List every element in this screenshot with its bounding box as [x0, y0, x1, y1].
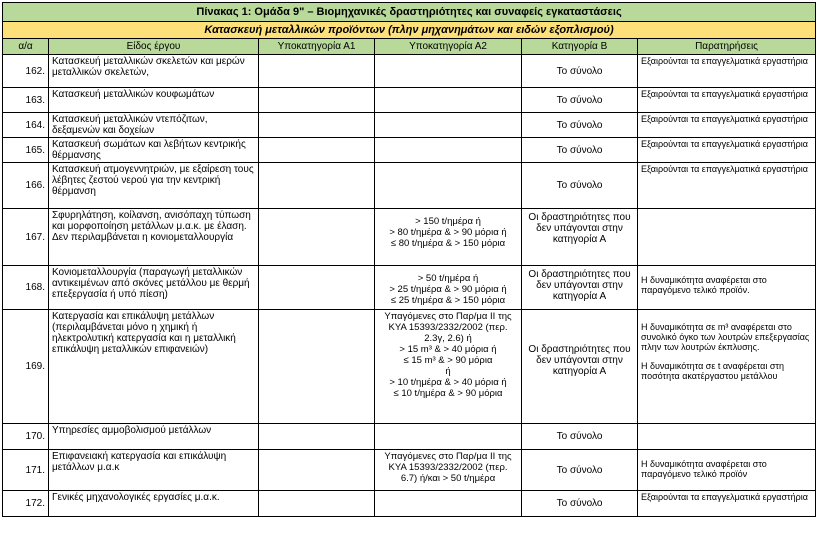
note-paragraph: Εξαιρούνται τα επαγγελματικά εργαστήρια: [641, 114, 808, 124]
notes-cell: [638, 138, 816, 163]
subcategory-a2-cell: [375, 266, 522, 310]
category-b-cell: Το σύνολο: [522, 88, 638, 113]
category-b-cell: Οι δραστηριότητες που δεν υπάγονται στην κατηγορία Α: [522, 209, 638, 266]
project-type-cell: Κατεργασία και επικάλυψη μετάλλων (περιλαμβάνεται μόνο η χημική ή ηλεκτρολυτική κατεργασία και η μεταλλική επικάλυψη μεταλλικών επιφανειών): [49, 310, 259, 424]
note-paragraph: Εξαιρούνται τα επαγγελματικά εργαστήρια: [641, 56, 808, 66]
project-type-cell: Κονιομεταλλουργία (παραγωγή μεταλλικών αντικειμένων από σκόνες μετάλλου με θερμή επεξεργασία ή υπό πίεση): [49, 266, 259, 310]
column-header-project-type: Είδος έργου: [49, 39, 259, 55]
table-row: [3, 55, 816, 88]
row-number: 166.: [3, 163, 49, 209]
note-paragraph: Η δυναμικότητα αναφέρεται στο παραγόμενο τελικό προϊόν: [641, 459, 767, 479]
project-type-cell: Κατασκευή ατμογεννητριών, με εξαίρεση τους λέβητες ζεστού νερού για την κεντρική θέρμανση: [49, 163, 259, 209]
project-type-cell: Κατασκευή μεταλλικών κουφωμάτων: [49, 88, 259, 113]
note-paragraph: Η δυναμικότητα αναφέρεται στο παραγόμενο τελικό προϊόν.: [641, 275, 767, 295]
category-b-cell: Το σύνολο: [522, 424, 638, 450]
project-type-cell: Κατασκευή σωμάτων και λεβήτων κεντρικής θέρμανσης: [49, 138, 259, 163]
project-type-cell: Υπηρεσίες αμμοβολισμού μετάλλων: [49, 424, 259, 450]
threshold-line: ≤ 25 t/ημέρα & > 150 μόρια: [390, 295, 506, 306]
row-number: 163.: [3, 88, 49, 113]
table-row: [3, 209, 816, 266]
row-number: 167.: [3, 209, 49, 266]
subcategory-a1-cell: [259, 55, 375, 88]
threshold-line: ΚΥΑ 15393/2332/2002 (περ.: [388, 462, 508, 473]
subcategory-a1-cell: [259, 88, 375, 113]
column-header-category-b: Κατηγορία Β: [522, 39, 638, 55]
table-row: [3, 163, 816, 209]
row-number: 171.: [3, 450, 49, 491]
threshold-line: Υπαγόμενες στο Παρ/μα ΙΙ της: [384, 311, 512, 322]
column-header-subcategory-a1: Υποκατηγορία Α1: [259, 39, 375, 55]
project-type-cell: Επιφανειακή κατεργασία και επικάλυψη μετάλλων μ.α.κ: [49, 450, 259, 491]
note-paragraph: Η δυναμικότητα σε t αναφέρεται στη ποσότητα ακατέργαστου μετάλλου: [641, 361, 784, 381]
row-number: 165.: [3, 138, 49, 163]
threshold-line: 2.3γ, 2.6) ή: [424, 333, 472, 344]
table-row: [3, 266, 816, 310]
column-header-aa: α/α: [3, 39, 49, 55]
threshold-line: > 150 t/ημέρα ή: [415, 216, 481, 227]
category-b-cell: Το σύνολο: [522, 55, 638, 88]
notes-cell: [638, 163, 816, 209]
row-number: 172.: [3, 491, 49, 517]
subcategory-a2-cell: [375, 55, 522, 88]
subcategory-a2-cell: [375, 424, 522, 450]
threshold-line: > 25 t/ημέρα & > 90 μόρια ή: [389, 284, 507, 295]
subcategory-a1-cell: [259, 113, 375, 138]
note-paragraph: Εξαιρούνται τα επαγγελματικά εργαστήρια: [641, 164, 808, 174]
table-row: [3, 491, 816, 517]
notes-cell: [638, 113, 816, 138]
threshold-line: ΚΥΑ 15393/2332/2002 (περ.: [388, 322, 508, 333]
threshold-line: 6.7) ή/και > 50 t/ημέρα: [400, 473, 496, 484]
table-subtitle: Κατασκευή μεταλλικών προϊόντων (πλην μηχανημάτων και ειδών εξοπλισμού): [3, 22, 816, 39]
subcategory-a1-cell: [259, 209, 375, 266]
row-number: 164.: [3, 113, 49, 138]
category-b-cell: Οι δραστηριότητες που δεν υπάγονται στην κατηγορία Α: [522, 310, 638, 424]
notes-cell: [638, 310, 816, 424]
notes-cell: [638, 55, 816, 88]
category-b-cell: Το σύνολο: [522, 113, 638, 138]
category-b-cell: Το σύνολο: [522, 450, 638, 491]
row-number: 162.: [3, 55, 49, 88]
project-type-cell: Κατασκευή μεταλλικών ντεπόζιτων, δεξαμενών και δοχείων: [49, 113, 259, 138]
table-row: [3, 450, 816, 491]
threshold-line: ή: [445, 366, 451, 377]
row-number: 168.: [3, 266, 49, 310]
project-type-cell: Σφυρηλάτηση, κοίλανση, ανισόπαχη τύπωση και μορφοποίηση μετάλλων μ.α.κ. με έλαση. Δεν περιλαμβάνεται η κονιομεταλλουργία: [49, 209, 259, 266]
threshold-line: ≤ 15 m³ & > 90 μόρια: [403, 355, 493, 366]
subcategory-a2-cell: [375, 163, 522, 209]
subcategory-a1-cell: [259, 450, 375, 491]
table-title: Πίνακας 1: Ομάδα 9" – Βιομηχανικές δραστηριότητες και συναφείς εγκαταστάσεις: [3, 3, 816, 22]
notes-cell: [638, 209, 816, 266]
note-paragraph: Εξαιρούνται τα επαγγελματικά εργαστήρια: [641, 139, 808, 149]
note-paragraph: Εξαιρούνται τα επαγγελματικά εργαστήρια: [641, 89, 808, 99]
project-type-cell: Γενικές μηχανολογικές εργασίες μ.α.κ.: [49, 491, 259, 517]
subcategory-a1-cell: [259, 163, 375, 209]
notes-cell: [638, 450, 816, 491]
note-paragraph: Η δυναμικότητα σε m³ αναφέρεται στο συνολικό όγκο των λουτρών επεξεργασίας πλην των λουτρών έκπλυσης.: [641, 322, 810, 352]
subcategory-a2-cell: [375, 138, 522, 163]
threshold-line: ≤ 80 t/ημέρα & > 150 μόρια: [390, 238, 506, 249]
subcategory-a2-cell: [375, 491, 522, 517]
threshold-line: > 80 t/ημέρα & > 90 μόρια ή: [389, 227, 507, 238]
subcategory-a1-cell: [259, 424, 375, 450]
subcategory-a1-cell: [259, 491, 375, 517]
threshold-line: > 10 t/ημέρα & > 40 μόρια ή: [389, 377, 507, 388]
subcategory-a2-cell: [375, 113, 522, 138]
row-number: 169.: [3, 310, 49, 424]
category-b-cell: Οι δραστηριότητες που δεν υπάγονται στην κατηγορία Α: [522, 266, 638, 310]
project-type-cell: Κατασκευή μεταλλικών σκελετών και μερών μεταλλικών σκελετών,: [49, 55, 259, 88]
category-b-cell: Το σύνολο: [522, 163, 638, 209]
category-b-cell: Το σύνολο: [522, 491, 638, 517]
threshold-line: > 50 t/ημέρα ή: [417, 273, 479, 284]
note-paragraph: Εξαιρούνται τα επαγγελματικά εργαστήρια: [641, 492, 808, 502]
activities-table: [2, 2, 816, 517]
table-row: [3, 138, 816, 163]
subcategory-a1-cell: [259, 310, 375, 424]
subcategory-a1-cell: [259, 266, 375, 310]
subcategory-a2-cell: [375, 209, 522, 266]
table-row: [3, 88, 816, 113]
threshold-line: ≤ 10 t/ημέρα & > 90 μόρια: [393, 388, 503, 399]
threshold-line: Υπαγόμενες στο Παρ/μα ΙΙ της: [384, 451, 512, 462]
column-header-subcategory-a2: Υποκατηγορία Α2: [375, 39, 522, 55]
subcategory-a2-cell: [375, 450, 522, 491]
subcategory-a2-cell: [375, 310, 522, 424]
threshold-line: > 15 m³ & > 40 μόρια ή: [399, 344, 497, 355]
table-row: [3, 424, 816, 450]
notes-cell: [638, 88, 816, 113]
category-b-cell: Το σύνολο: [522, 138, 638, 163]
notes-cell: [638, 424, 816, 450]
row-number: 170.: [3, 424, 49, 450]
document-table-wrapper: [2, 2, 815, 517]
notes-cell: [638, 266, 816, 310]
notes-cell: [638, 491, 816, 517]
subcategory-a1-cell: [259, 138, 375, 163]
column-header-notes: Παρατηρήσεις: [638, 39, 816, 55]
subcategory-a2-cell: [375, 88, 522, 113]
table-row: [3, 310, 816, 424]
table-row: [3, 113, 816, 138]
